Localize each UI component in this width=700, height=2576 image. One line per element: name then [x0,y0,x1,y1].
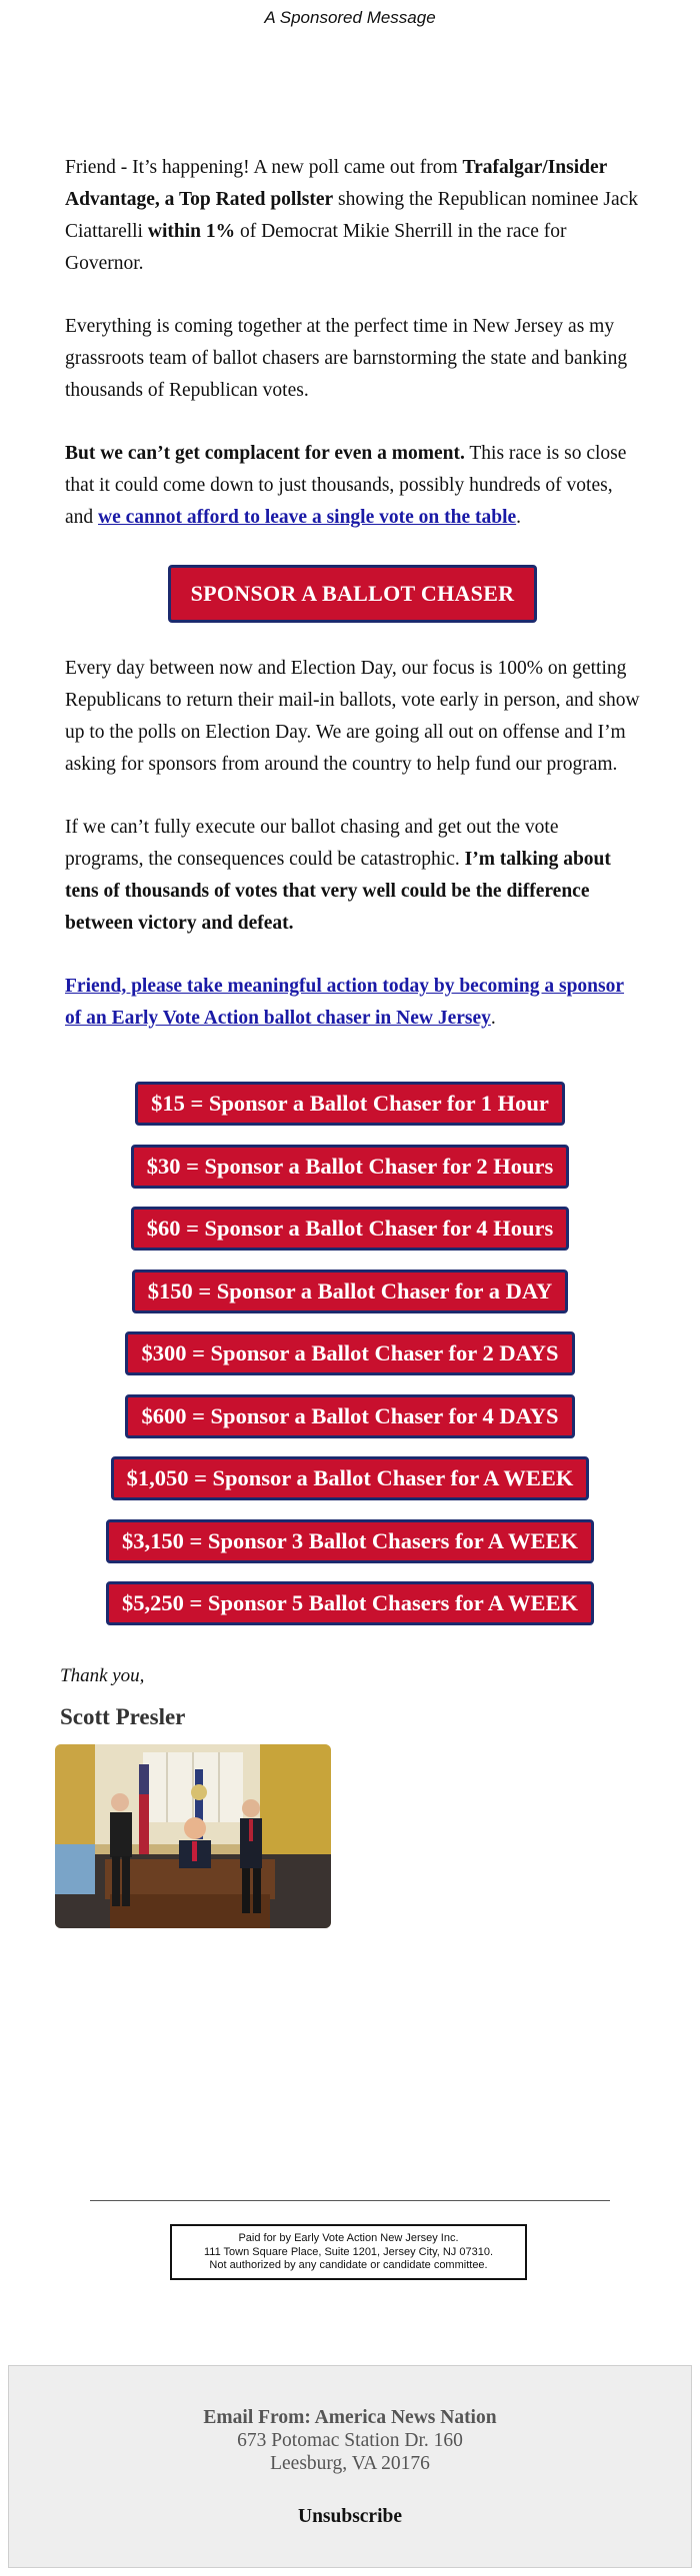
text: showing the Republican nominee Jack Ciattarelli [65,189,639,242]
thank-you-text: Thank you, [60,1665,145,1686]
amount-row [0,1082,700,1145]
paid-for-disclaimer [170,2224,527,2280]
bold-text: I’m talking about tens of thousands of votes that very well could be the difference between victory and defeat. [65,849,611,934]
text: . [490,1008,496,1029]
amount-row [0,1456,700,1519]
oval-office-photo [55,1744,331,1928]
amount-row [0,1394,700,1457]
text: of Democrat Mikie Sherrill in the race for Governor. [65,221,567,274]
donate-600-button[interactable]: $600 = Sponsor a Ballot Chaser for 4 DAYS [125,1394,574,1438]
text: If we can’t fully execute our ballot chasing and get out the vote programs, the consequences could be catastrophic. [65,817,559,870]
amount-row [0,1207,700,1270]
paragraph-poll [65,152,640,280]
sponsored-message-label: A Sponsored Message [264,8,436,27]
photo-illustration [55,1744,331,1928]
footer-divider [90,2200,610,2201]
amount-row [0,1519,700,1582]
donate-150-button[interactable]: $150 = Sponsor a Ballot Chaser for a DAY [132,1270,569,1313]
donate-60-button[interactable]: $60 = Sponsor a Ballot Chaser for 4 Hours [131,1207,570,1251]
unsubscribe-link[interactable]: Unsubscribe [297,2506,403,2527]
signer-name: Scott Presler [60,1704,186,1729]
donation-amounts [0,1082,700,1644]
donate-5250-button[interactable]: $5,250 = Sponsor 5 Ballot Chasers for A WEEK [106,1581,594,1625]
bold-text: But we can’t get complacent for even a moment. [65,443,465,464]
paragraph-momentum: Everything is coming together at the perfect time in New Jersey as my grassroots team of ballot chasers are barnstorming the state and banking thousands of Republican votes. [65,316,628,401]
paragraph-take-action [65,971,640,1035]
paragraph-focus: Every day between now and Election Day, our focus is 100% on getting Republicans to return their mail-in ballots, vote early in person, and show up to the polls on Election Day. We are going all out on offense and I’m asking for sponsors from around the country to help fund our program. [65,658,640,775]
disclaimer-line: Not authorized by any candidate or candidate committee. [209,2259,488,2271]
bold-text: Trafalgar/Insider Advantage, a Top Rated pollster [65,157,607,210]
paragraph-complacent [65,438,640,534]
text: Friend - It’s happening! A new poll came out from [65,157,463,178]
amount-row [0,1581,700,1644]
text: This race is so close that it could come down to just thousands, possibly hundreds of votes, and [65,443,627,528]
sender-address-line1: 673 Potomac Station Dr. 160 [237,2430,463,2451]
donate-3150-button[interactable]: $3,150 = Sponsor 3 Ballot Chasers for A WEEK [106,1519,594,1563]
bold-text: within 1% [147,221,236,242]
every-vote-link[interactable]: we cannot afford to leave a single vote on the table [98,507,517,528]
donate-15-button[interactable]: $15 = Sponsor a Ballot Chaser for 1 Hour [135,1082,565,1126]
disclaimer-line: Paid for by Early Vote Action New Jersey Inc. [238,2232,459,2244]
donate-30-button[interactable]: $30 = Sponsor a Ballot Chaser for 2 Hours [131,1145,570,1189]
amount-row [0,1270,700,1332]
disclaimer-line: 111 Town Square Place, Suite 1201, Jersey City, NJ 07310. [203,2245,494,2258]
donate-300-button[interactable]: $300 = Sponsor a Ballot Chaser for 2 DAYS [125,1331,574,1375]
donate-1050-button[interactable]: $1,050 = Sponsor a Ballot Chaser for A WEEK [111,1456,590,1500]
take-action-link[interactable]: Friend, please take meaningful action today by becoming a sponsor of an Early Vote Action ballot chaser in New Jersey [65,976,625,1029]
sender-address-line2: Leesburg, VA 20176 [270,2453,430,2474]
email-footer [8,2365,692,2568]
sender-name: Email From: America News Nation [203,2407,497,2428]
paragraph-consequences [65,812,640,940]
email-body [65,152,640,1066]
amount-row [0,1145,700,1208]
main-cta-wrapper [65,565,640,623]
amount-row [0,1331,700,1394]
text: . [516,507,522,528]
sponsor-ballot-chaser-button[interactable]: SPONSOR A BALLOT CHASER [168,565,538,623]
